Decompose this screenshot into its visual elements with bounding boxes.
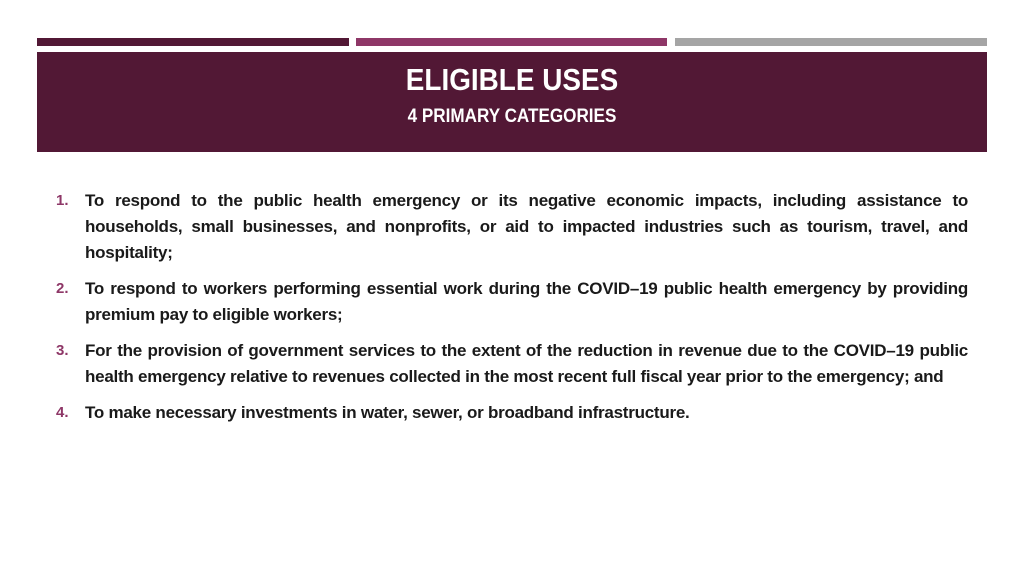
list-item (56, 338, 968, 390)
list-item-text: To make necessary investments in water, sewer, or broadband infrastructure. (85, 403, 690, 422)
title-band (37, 52, 987, 152)
list-item-text: To respond to workers performing essential work during the COVID–19 public health emergency by providing premium pay to eligible workers; (85, 279, 968, 324)
list-item (56, 400, 968, 426)
accent-bar-dark (37, 38, 349, 46)
list-item-number: 1. (56, 192, 69, 209)
accent-bar-gray (675, 38, 987, 46)
list-item (56, 276, 968, 328)
list-item (56, 188, 968, 266)
list-item-text: For the provision of government services to the extent of the reduction in revenue due to the COVID–19 public health emergency relative to revenues collected in the most recent full fiscal year prior to the emergency; and (85, 341, 968, 386)
list-item-number: 4. (56, 404, 69, 421)
slide-title: ELIGIBLE USES (405, 62, 619, 97)
eligible-uses-list (56, 188, 968, 436)
list-item-number: 3. (56, 342, 69, 359)
list-item-text: To respond to the public health emergency or its negative economic impacts, including assistance to households, small businesses, and nonprofits, or aid to impacted industries such as tourism, travel, and hospitality; (85, 191, 968, 262)
slide-subtitle: 4 PRIMARY CATEGORIES (407, 106, 617, 127)
accent-bars (37, 38, 987, 46)
list-item-number: 2. (56, 280, 69, 297)
accent-bar-magenta (356, 38, 667, 46)
